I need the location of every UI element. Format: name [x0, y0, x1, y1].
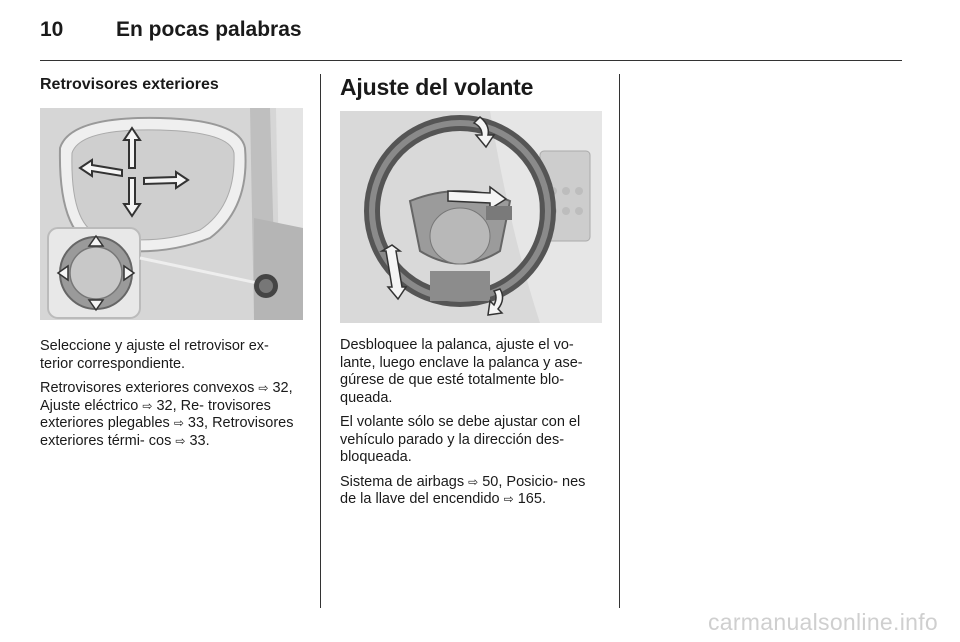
steering-wheel-adjust-illustration: [340, 111, 602, 323]
ref-text-3[interactable]: 33, Retrovisores exteriores térmi- cos: [40, 415, 294, 449]
steering-text-block: [340, 337, 604, 509]
steering-instruction: Desbloquee la palanca, ajuste el vo- lante, luego enclave la palanca y ase- gúrese de que esté totalmente blo- queada.: [340, 337, 583, 406]
mirror-instruction: Seleccione y ajuste el retrovisor ex- terior correspondiente.: [40, 338, 269, 372]
watermark: carmanualsonline.info: [707, 609, 938, 635]
chapter-title: En pocas palabras: [116, 18, 302, 41]
cross-reference-arrow-icon: ⇨: [175, 433, 186, 448]
airbag-ref-pre: Sistema de airbags: [340, 473, 469, 490]
mirror-adjust-illustration: [40, 108, 303, 320]
column-divider-1: [320, 74, 321, 608]
page-number: 10: [40, 18, 64, 41]
ref-text-4[interactable]: 33.: [185, 432, 210, 449]
left-column: [40, 74, 304, 457]
cross-reference-arrow-icon: ⇨: [503, 492, 514, 506]
cross-reference-arrow-icon: ⇨: [173, 416, 184, 430]
header-rule: [40, 60, 902, 61]
airbag-ref-post[interactable]: 165.: [513, 491, 546, 507]
mirror-references: [40, 380, 304, 450]
middle-column: [340, 74, 604, 516]
cross-reference-arrow-icon: ⇨: [258, 381, 269, 395]
section-heading-steering: Ajuste del volante: [340, 74, 534, 100]
section-heading-mirrors: Retrovisores exteriores: [40, 76, 219, 93]
cross-reference-arrow-icon: ⇨: [468, 474, 479, 489]
column-divider-2: [619, 74, 620, 608]
convex-mirrors-label: Retrovisores exteriores convexos: [40, 380, 255, 396]
cross-reference-arrow-icon: ⇨: [142, 398, 153, 413]
steering-references: [340, 474, 604, 509]
airbag-ref-mid[interactable]: 50, Posicio- nes de la llave del encendido: [340, 473, 586, 507]
ref-text-1[interactable]: 32, Ajuste eléctrico: [40, 380, 293, 414]
page-header: [40, 18, 902, 58]
steering-warning: El volante sólo se debe ajustar con el vehículo parado y la dirección des- bloqueada.: [340, 414, 581, 465]
mirror-text-block: [40, 338, 304, 450]
ref-text-2[interactable]: 32, Re- trovisores exteriores plegables: [40, 397, 271, 431]
